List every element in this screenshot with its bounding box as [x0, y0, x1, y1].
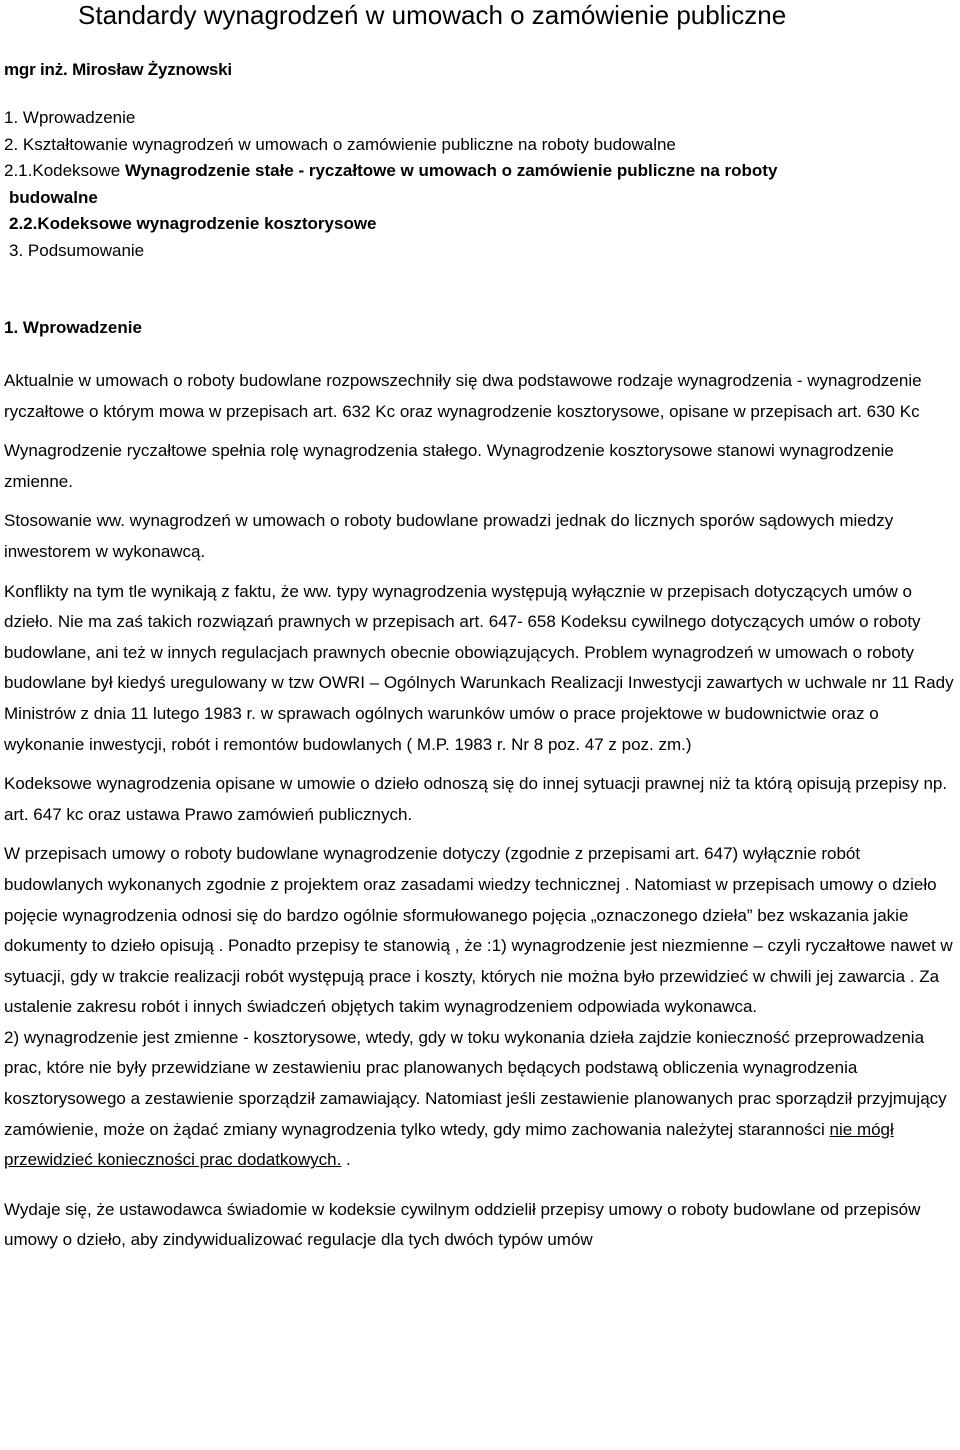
section-heading: 1. Wprowadzenie — [4, 318, 142, 337]
toc-item-2-2: 2.2.Kodeksowe wynagrodzenie kosztorysowe — [9, 214, 377, 233]
toc-item-2-1 — [4, 158, 777, 185]
paragraph-6: W przepisach umowy o roboty budowlane wynagrodzenie dotyczy (zgodnie z przepisami art. 647) wyłącznie robót budowlanych wykonanych zgodnie z projektem oraz zasadami wiedzy technicznej . Natomiast w przepisach umowy o dzieło pojęcie wynagrodzenia odnosi się do bardzo ogólnie sformułowanego pojęcia „oznaczonego dzieła” bez wskazania jakie dokumenty to dzieło opisują . Ponadto przepisy te stanowią , że :1) wynagrodzenie jest niezmienne – czyli ryczałtowe nawet w sytuacji, gdy w trakcie realizacji robót występują prace i koszty, których nie można było przewidzieć w chwili jej zawarcia . Za ustalenie zakresu robót i innych świadczeń objętych takim wynagrodzeniem odpowiada wykonawca. — [4, 844, 953, 1017]
toc-item-2-1-bold: Wynagrodzenie stałe - ryczałtowe w umowach o zamówienie publiczne na roboty — [124, 161, 778, 180]
toc-item-2-1-prefix: 2.1.Kodeksowe — [4, 161, 125, 180]
table-of-contents — [4, 105, 777, 264]
paragraph-3: Stosowanie ww. wynagrodzeń w umowach o roboty budowlane prowadzi jednak do licznych sporów sądowych miedzy inwestorem w wykonawcą. — [4, 511, 894, 561]
paragraph-8: Wydaje się, że ustawodawca świadomie w kodeksie cywilnym oddzielił przepisy umowy o roboty budowlane od przepisów umowy o dzieło, aby zindywidualizować regulacje dla tych dwóch typów umów — [4, 1199, 921, 1250]
paragraph-7 — [4, 1023, 960, 1176]
toc-item-2-1-continuation: budowalne — [9, 187, 98, 207]
paragraph-4: Konflikty na tym tle wynikają z faktu, że ww. typy wynagrodzenia występują wyłącznie w przepisach dotyczących umów o dzieło. Nie ma zaś takich rozwiązań prawnych w przepisach art. 647- 658 Kodeksu cywilnego dotyczących umów o roboty budowlane, ani też w innych regulacjach prawnych obecnie obowiązujących. Problem wynagrodzeń w umowach o roboty budowlane był kiedyś uregulowany w tzw OWRI – Ogólnych Warunkach Realizacji Inwestycji zawartych w uchwale nr 11 Rady Ministrów z dnia 11 lutego 1983 r. w sprawach ogólnych warunków umów o prace projektowe w budownictwie oraz o wykonanie inwestycji, robót i remontów budowlanych ( M.P. 1983 r. Nr 8 poz. 47 z poz. zm.) — [4, 581, 954, 754]
toc-item-1: 1. Wprowadzenie — [4, 108, 136, 127]
paragraph-2: Wynagrodzenie ryczałtowe spełnia rolę wynagrodzenia stałego. Wynagrodzenie kosztorysowe stanowi wynagrodzenie zmienne. — [4, 441, 894, 491]
document-body — [4, 366, 960, 1256]
paragraph-7-text: 2) wynagrodzenie jest zmienne - kosztorysowe, wtedy, gdy w toku wykonania dzieła zajdzie konieczność przeprowadzenia prac, które nie były przewidziane w zestawieniu prac planowanych będących podstawą obliczenia wynagrodzenia kosztorysowego a zestawienie sporządził zamawiający. Natomiast jeśli zestawienie planowanych prac sporządził przyjmujący zamówienie, może on żądać zmiany wynagrodzenia tylko wtedy, gdy mimo zachowania należytej staranności — [4, 1027, 947, 1139]
paragraph-5: Kodeksowe wynagrodzenia opisane w umowie o dzieło odnoszą się do innej sytuacji prawnej niż ta którą opisują przepisy np. art. 647 kc oraz ustawa Prawo zamówień publicznych. — [4, 774, 948, 824]
paragraph-7-end: . — [341, 1150, 351, 1170]
paragraph-7-underlined: nie mógł przewidzieć konieczności prac dodatkowych. — [4, 1119, 894, 1170]
toc-item-3: 3. Podsumowanie — [9, 240, 145, 260]
document-title: Standardy wynagrodzeń w umowach o zamówienie publiczne — [78, 0, 787, 30]
toc-item-2: 2. Kształtowanie wynagrodzeń w umowach o zamówienie publiczne na roboty budowalne — [4, 134, 676, 154]
author-line: mgr inż. Mirosław Żyznowski — [4, 60, 232, 79]
paragraph-1: Aktualnie w umowach o roboty budowlane rozpowszechniły się dwa podstawowe rodzaje wynagrodzenia - wynagrodzenie ryczałtowe o którym mowa w przepisach art. 632 Kc oraz wynagrodzenie kosztorysowe, opisane w przepisach art. 630 Kc — [4, 371, 922, 421]
